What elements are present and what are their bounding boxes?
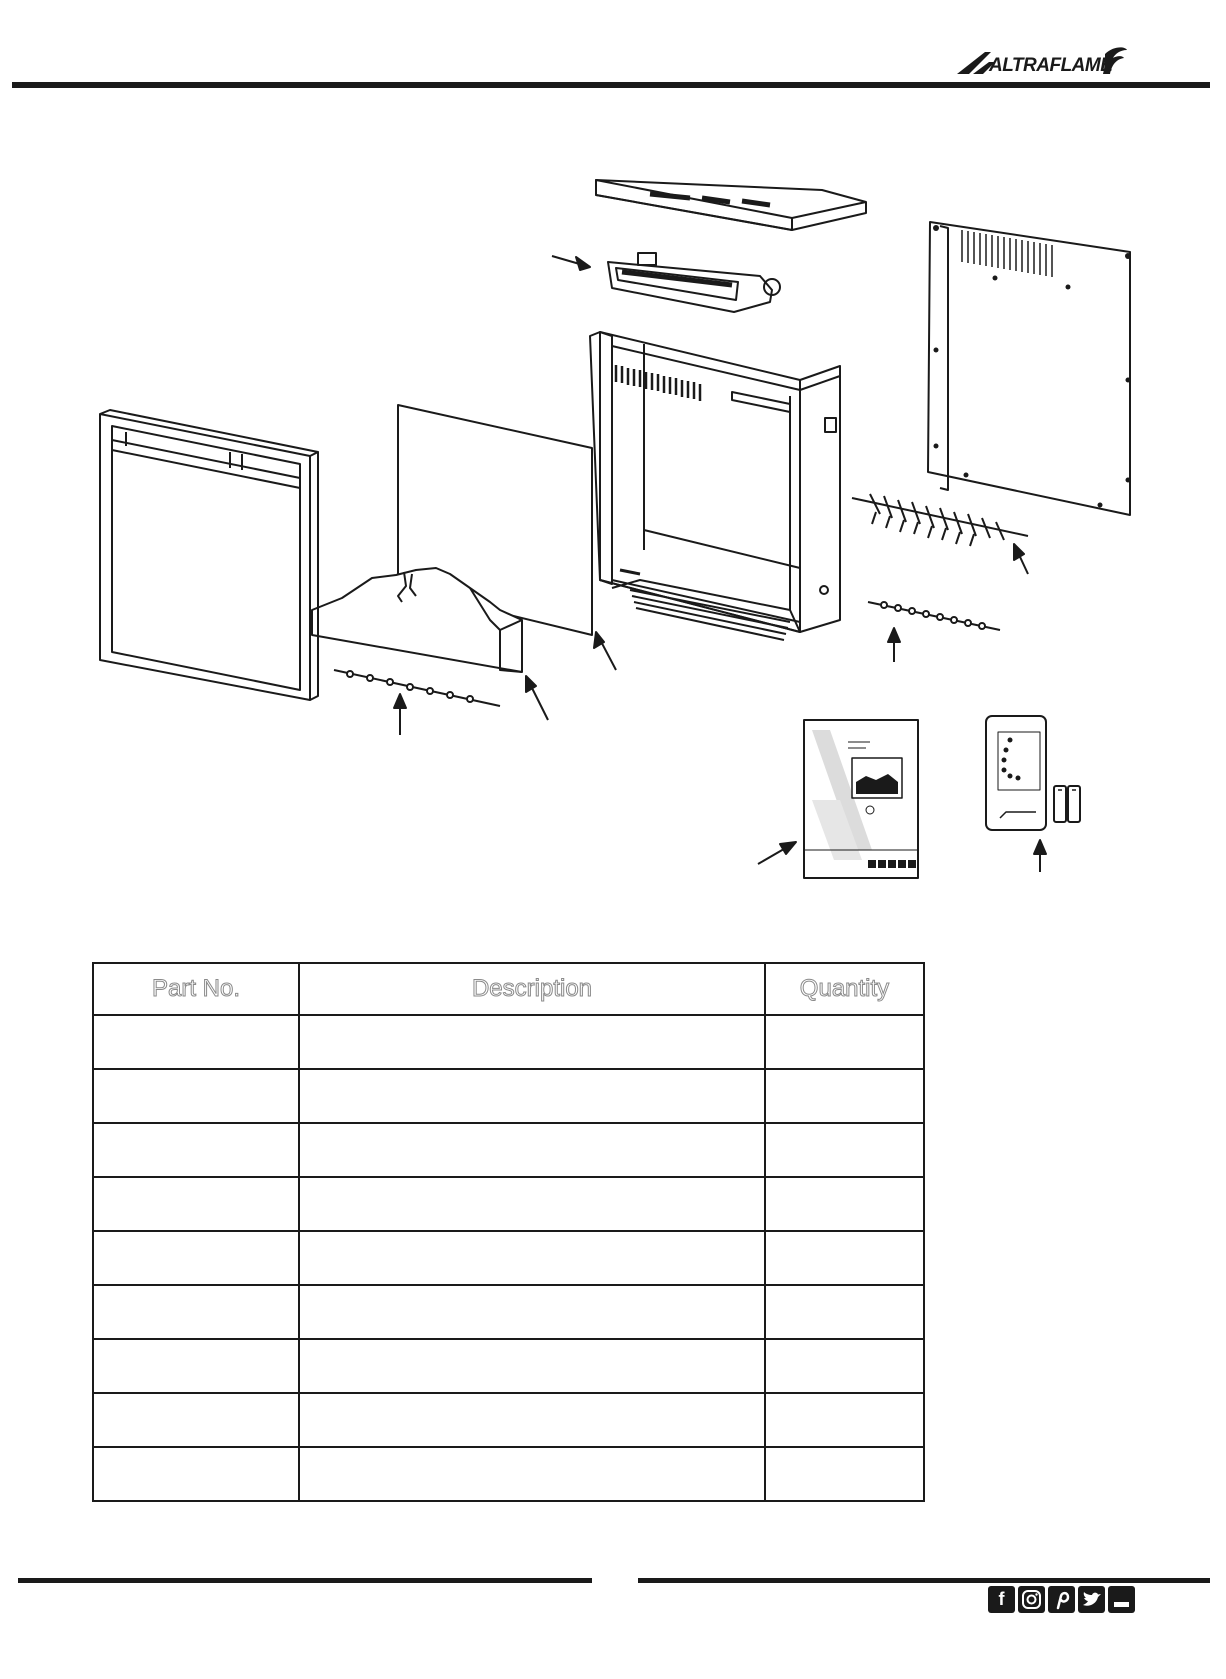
quantity-cell — [765, 1447, 924, 1501]
column-header-part-no: Part No. — [93, 963, 299, 1015]
arrow-head-front-led — [394, 694, 406, 708]
table-header-row — [93, 963, 924, 1015]
quantity-cell — [765, 1069, 924, 1123]
table-row — [93, 1069, 924, 1123]
front-led-strip — [334, 670, 500, 706]
pinterest-glyph — [1048, 1586, 1075, 1613]
twitter-glyph — [1078, 1586, 1105, 1613]
remote-control — [986, 716, 1046, 830]
instagram-glyph — [1018, 1586, 1045, 1613]
quantity-cell — [765, 1231, 924, 1285]
part-no-cell — [93, 1231, 299, 1285]
arrow-head-manual — [780, 842, 796, 854]
description-cell — [299, 1123, 765, 1177]
description-cell — [299, 1285, 765, 1339]
table-row — [93, 1177, 924, 1231]
back-panel — [928, 222, 1131, 515]
arrow-head-logs — [526, 676, 536, 692]
quantity-cell — [765, 1339, 924, 1393]
part-no-cell — [93, 1177, 299, 1231]
arrow-head-rear-led — [888, 628, 900, 642]
table-row — [93, 1393, 924, 1447]
quantity-cell — [765, 1015, 924, 1069]
column-header-quantity: Quantity — [765, 963, 924, 1015]
description-cell — [299, 1339, 765, 1393]
part-no-cell — [93, 1123, 299, 1177]
facebook-icon[interactable]: f — [988, 1586, 1015, 1613]
part-no-cell — [93, 1339, 299, 1393]
quantity-cell — [765, 1393, 924, 1447]
footer-rule-right — [638, 1578, 1210, 1583]
parts-list-table — [92, 962, 925, 1502]
front-trim-frame — [100, 410, 318, 700]
description-cell — [299, 1447, 765, 1501]
part-no-cell — [93, 1393, 299, 1447]
description-cell — [299, 1393, 765, 1447]
youtube-glyph — [1108, 1586, 1135, 1613]
table-row — [93, 1339, 924, 1393]
youtube-icon[interactable] — [1108, 1586, 1135, 1613]
table-row — [93, 1285, 924, 1339]
arrow-head-remote — [1034, 840, 1046, 854]
quantity-cell — [765, 1177, 924, 1231]
owners-manual — [804, 720, 918, 878]
exploded-parts-diagram — [0, 150, 1226, 910]
part-no-cell — [93, 1069, 299, 1123]
brand-logo — [955, 44, 1130, 82]
quantity-cell — [765, 1123, 924, 1177]
batteries — [1054, 786, 1080, 822]
twitter-icon[interactable] — [1078, 1586, 1105, 1613]
table-row — [93, 1015, 924, 1069]
footer-rule-left — [18, 1578, 592, 1583]
column-header-description: Description — [299, 963, 765, 1015]
social-icons — [988, 1586, 1138, 1614]
part-no-cell — [93, 1015, 299, 1069]
description-cell — [299, 1231, 765, 1285]
top-trim-cover — [596, 180, 866, 230]
part-no-cell — [93, 1447, 299, 1501]
description-cell — [299, 1069, 765, 1123]
pinterest-icon[interactable] — [1048, 1586, 1075, 1613]
rear-flame-led-bar — [852, 494, 1028, 546]
quantity-cell — [765, 1285, 924, 1339]
table-row — [93, 1231, 924, 1285]
description-cell — [299, 1015, 765, 1069]
firebox-chassis — [590, 332, 840, 640]
arrow-head-flame-bar — [1014, 544, 1024, 560]
header-rule — [12, 82, 1210, 88]
heater-blower — [608, 253, 780, 312]
description-cell — [299, 1177, 765, 1231]
brand-name: ALTRAFLAME — [989, 55, 1113, 76]
rear-led-strip — [868, 602, 1000, 630]
table-row — [93, 1123, 924, 1177]
arrow-head-heater — [576, 257, 590, 270]
table-row — [93, 1447, 924, 1501]
part-no-cell — [93, 1285, 299, 1339]
instagram-icon[interactable] — [1018, 1586, 1045, 1613]
